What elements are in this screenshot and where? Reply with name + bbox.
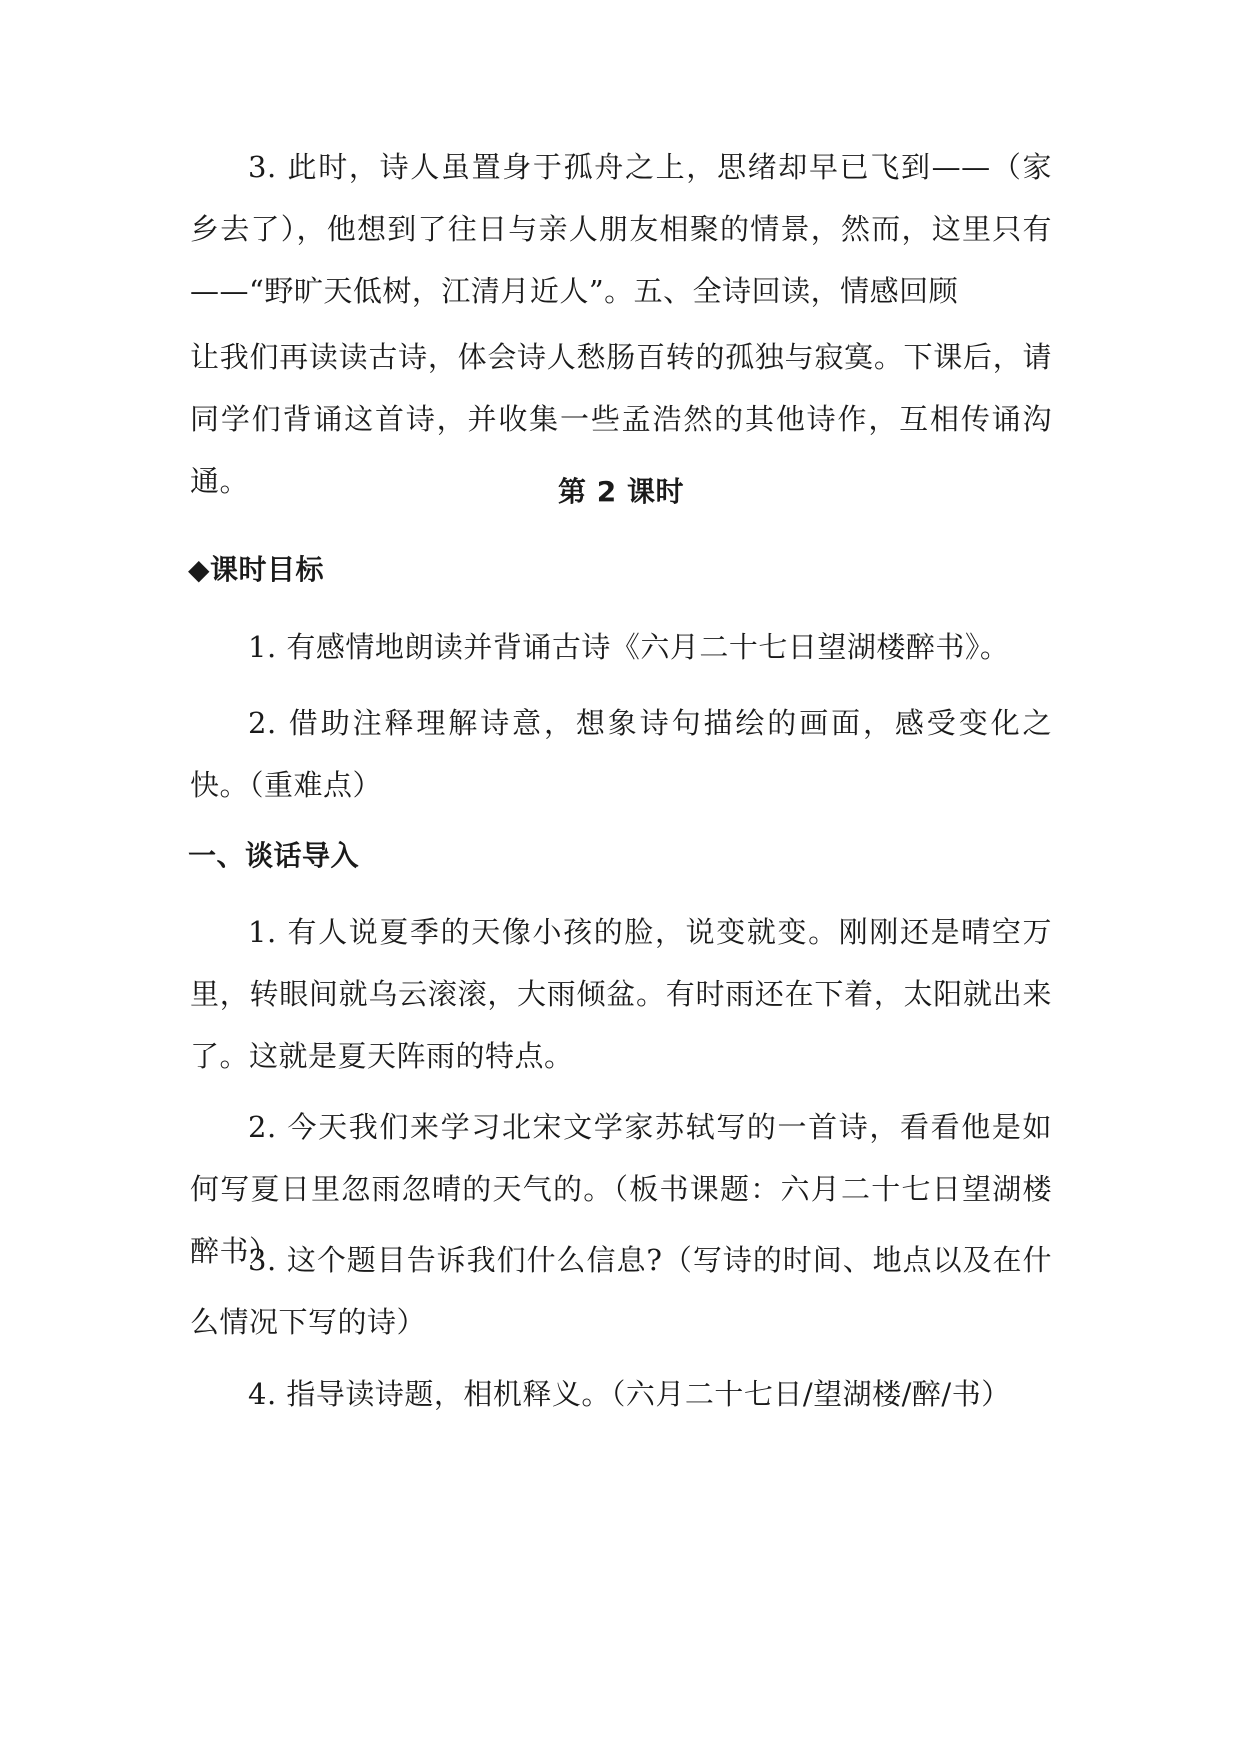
paragraph-reread-poem: 让我们再读读古诗，体会诗人愁肠百转的孤独与寂寞。下课后，请同学们背诵这首诗，并收集一些孟浩然的其他诗作，互相传诵沟通。	[190, 340, 1052, 498]
objective-item-2: 2. 借助注释理解诗意，想象诗句描绘的画面，感受变化之快。（重难点）	[190, 706, 1052, 802]
intro-paragraph-1: 1. 有人说夏季的天像小孩的脸，说变就变。刚刚还是晴空万里，转眼间就乌云滚滚，大雨倾盆。有时雨还在下着，太阳就出来了。这就是夏天阵雨的特点。	[190, 915, 1052, 1073]
section-heading-intro: 一、谈话导入	[188, 839, 360, 872]
objective-item-1: 1. 有感情地朗读并背诵古诗《六月二十七日望湖楼醉书》。	[248, 630, 1010, 664]
paragraph-recall-homeland: 3. 此时，诗人虽置身于孤舟之上，思绪却早已飞到——（家乡去了），他想到了往日与亲人朋友相聚的情景，然而，这里只有——“野旷天低树，江清月近人”。五、全诗回读，情感回顾	[190, 150, 1052, 308]
objectives-heading: ◆课时目标	[188, 553, 325, 586]
intro-paragraph-3: 3. 这个题目告诉我们什么信息?（写诗的时间、地点以及在什么情况下写的诗）	[190, 1243, 1052, 1339]
lesson-heading: 第 2 课时	[558, 475, 684, 508]
intro-paragraph-4: 4. 指导读诗题，相机释义。（六月二十七日/望湖楼/醉/书）	[248, 1377, 1011, 1411]
intro-paragraph-2: 2. 今天我们来学习北宋文学家苏轼写的一首诗，看看他是如何写夏日里忽雨忽晴的天气的。（板书课题：六月二十七日望湖楼醉书）	[190, 1110, 1052, 1268]
